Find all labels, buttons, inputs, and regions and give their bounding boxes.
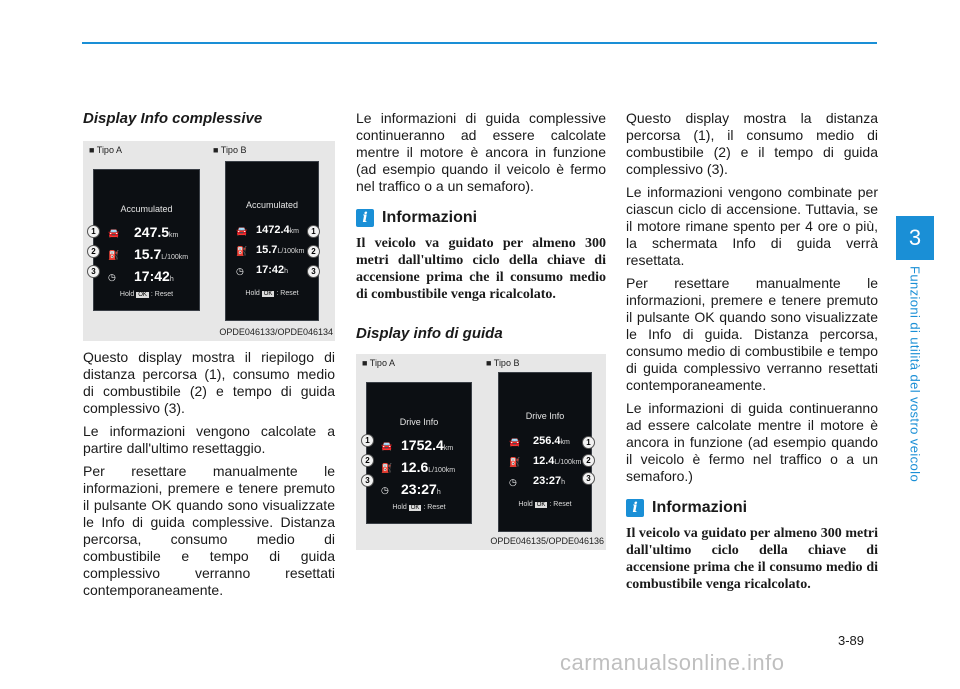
callout-marker-3: 3 [582, 472, 595, 485]
figure-code: OPDE046133/OPDE046134 [219, 327, 333, 337]
fuel-consumption-value: 15.7L/100km [256, 244, 305, 256]
drive-time-value: 17:42h [134, 268, 174, 284]
figure-accumulated [83, 141, 335, 341]
paragraph: Per resettare manualmente le informazioni, premere e tenere premuto il pulsante OK quando sono visualizzate le Info di guida. Distanza percorsa, consumo medio di combustibile e tempo di guida complessivo verranno resettati contemporaneamente. [626, 275, 878, 393]
info-title: Informazioni [382, 209, 478, 226]
info-text: Il veicolo va guidato per almeno 300 metri dall'ultimo ciclo della chiave di accensione prima che il consumo medio di combustibile venga ricalcolato. [626, 526, 878, 592]
screen-title: Accumulated [120, 204, 173, 214]
fuel-pump-icon: ⛽ [509, 457, 521, 467]
callout-marker-2: 2 [582, 454, 595, 467]
cluster-screen-type-b [498, 372, 592, 532]
cluster-screen-type-a [93, 169, 200, 311]
figure-label-type-a: ■ Tipo A [362, 358, 395, 368]
figure-code: OPDE046135/OPDE046136 [490, 536, 604, 546]
column-3 [626, 110, 878, 593]
callout-marker-3: 3 [361, 474, 374, 487]
screen-title: Drive Info [525, 411, 565, 421]
paragraph: Le informazioni vengono combinate per ciascun ciclo di accensione. Tuttavia, se il motore rimane spento per 4 ore o più, la schermata Info di guida verrà resettata. [626, 184, 878, 268]
clock-icon: ◷ [236, 266, 244, 276]
paragraph: Per resettare manualmente le informazioni, premere e tenere premuto il pulsante OK quando sono visualizzate le Info di guida complessive. Distanza percorsa, consumo medio di combustibile e tempo di guida complessivo verranno resettati contemporaneamente. [83, 463, 335, 598]
callout-marker-3: 3 [307, 265, 320, 278]
info-text: Il veicolo va guidato per almeno 300 metri dall'ultimo ciclo della chiave di accensione prima che il consumo medio di combustibile venga ricalcolato. [356, 236, 606, 302]
car-icon: 🚘 [509, 437, 521, 447]
hold-reset-hint: Hold OK : Reset [245, 290, 299, 297]
distance-value: 256.4km [533, 435, 570, 447]
screen-title: Accumulated [245, 200, 299, 210]
callout-marker-1: 1 [361, 434, 374, 447]
section-heading-accumulated: Display Info complessive [83, 110, 263, 127]
callout-marker-1: 1 [582, 436, 595, 449]
clock-icon: ◷ [381, 485, 389, 495]
distance-value: 1472.4km [256, 224, 299, 236]
fuel-consumption-value: 15.7L/100km [134, 246, 189, 262]
fuel-pump-icon: ⛽ [236, 246, 248, 256]
car-icon: 🚘 [236, 226, 248, 236]
figure-drive-info [356, 354, 606, 550]
drive-time-value: 17:42h [256, 264, 289, 276]
fuel-consumption-value: 12.4L/100km [533, 455, 582, 467]
callout-marker-2: 2 [87, 245, 100, 258]
car-icon: 🚘 [108, 228, 120, 238]
fuel-consumption-value: 12.6L/100km [401, 459, 456, 475]
watermark-link[interactable]: carmanualsonline.info [560, 650, 785, 675]
paragraph: Le informazioni vengono calcolate a partire dall'ultimo resettaggio. [83, 423, 335, 456]
chapter-side-title: Funzioni di utilità del vostro veicolo [907, 266, 923, 483]
figure-label-type-a: ■ Tipo A [89, 145, 122, 155]
callout-marker-2: 2 [361, 454, 374, 467]
info-box-header [626, 499, 878, 517]
screen-title: Drive Info [399, 417, 439, 427]
callout-marker-3: 3 [87, 265, 100, 278]
info-box-header [356, 209, 606, 227]
header-rule [82, 42, 877, 44]
paragraph: Questo display mostra la distanza percorsa (1), il consumo medio di combustibile (2) e il tempo di guida complessivo (3). [626, 110, 878, 177]
info-icon: i [626, 499, 644, 517]
hold-reset-hint: Hold OK : Reset [392, 504, 446, 511]
page-number: 3-89 [838, 633, 865, 648]
column-2 [356, 110, 606, 550]
info-icon: i [356, 209, 374, 227]
hold-reset-hint: Hold OK : Reset [518, 501, 572, 508]
clock-icon: ◷ [108, 272, 116, 282]
paragraph: Le informazioni di guida continueranno ad essere calcolate mentre il motore è ancora in funzione (ad esempio quando il veicolo è fermo nel traffico o a un semaforo.) [626, 400, 878, 484]
drive-time-value: 23:27h [401, 481, 441, 497]
cluster-screen-type-a [366, 382, 472, 524]
distance-value: 247.5km [134, 224, 179, 240]
fuel-pump-icon: ⛽ [108, 250, 120, 260]
column-1 [83, 110, 335, 605]
chapter-tab: 3 [896, 216, 934, 260]
paragraph: Questo display mostra il riepilogo di distanza percorsa (1), consumo medio di combustibile (2) e tempo di guida complessivo (3). [83, 349, 335, 416]
figure-label-type-b: ■ Tipo B [486, 358, 520, 368]
info-title: Informazioni [652, 499, 748, 516]
drive-time-value: 23:27h [533, 475, 566, 487]
callout-marker-1: 1 [87, 225, 100, 238]
callout-marker-1: 1 [307, 225, 320, 238]
cluster-screen-type-b [225, 161, 319, 321]
clock-icon: ◷ [509, 477, 517, 487]
car-icon: 🚘 [381, 441, 393, 451]
section-heading-drive-info: Display info di guida [356, 325, 503, 342]
hold-reset-hint: Hold OK : Reset [119, 291, 174, 298]
callout-marker-2: 2 [307, 245, 320, 258]
paragraph: Le informazioni di guida complessive continueranno ad essere calcolate mentre il motore è ancora in funzione (ad esempio quando il veicolo è fermo nel traffico o a un semaforo). [356, 110, 606, 194]
figure-label-type-b: ■ Tipo B [213, 145, 247, 155]
distance-value: 1752.4km [401, 437, 454, 453]
fuel-pump-icon: ⛽ [381, 463, 393, 473]
